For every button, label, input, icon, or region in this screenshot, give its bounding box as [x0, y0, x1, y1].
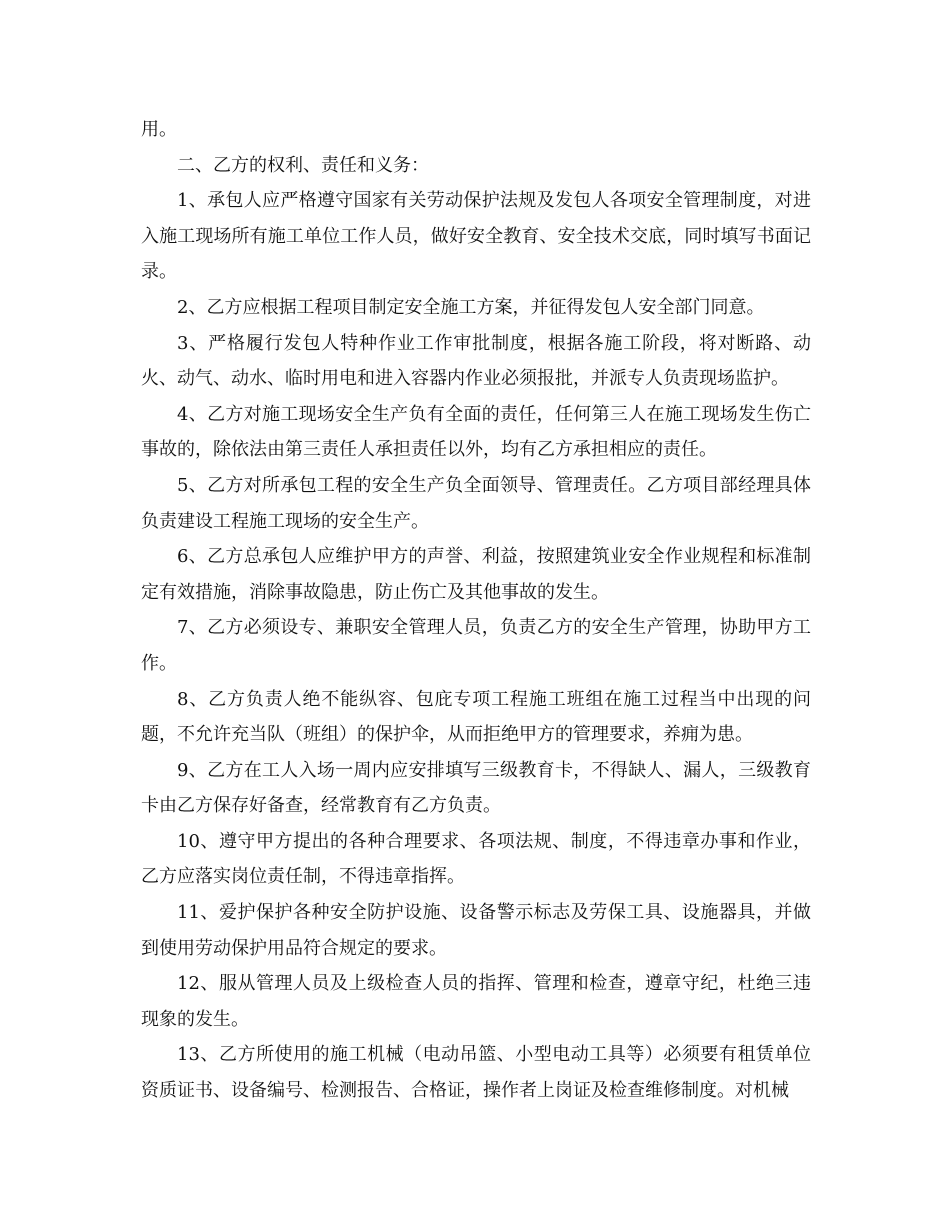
paragraph-continuation: 用。 — [141, 119, 177, 140]
clause-2: 2、乙方应根据工程项目制定安全施工方案，并征得发包人安全部门同意。 — [177, 296, 765, 318]
clause-3: 3、严格履行发包人特种作业工作审批制度，根据各施工阶段，将对断路、动火、动气、动水、临时用电和进入容器内作业必须报批，并派专人负责现场监护。 — [141, 332, 811, 390]
clause-5: 5、乙方对所承包工程的安全生产负全面领导、管理责任。乙方项目部经理具体负责建设工程施工现场的安全生产。 — [141, 474, 811, 532]
clause-12: 12、服从管理人员及上级检查人员的指挥、管理和检查，遵章守纪，杜绝三违现象的发生。 — [141, 973, 811, 1030]
clause-6: 6、乙方总承包人应维护甲方的声誉、利益，按照建筑业安全作业规程和标准制定有效措施，消除事故隐患，防止伤亡及其他事故的发生。 — [141, 546, 811, 603]
clause-1: 1、承包人应严格遵守国家有关劳动保护法规及发包人各项安全管理制度，对进入施工现场所有施工单位工作人员，做好安全教育、安全技术交底，同时填写书面记录。 — [141, 190, 811, 283]
section-heading: 二、乙方的权利、责任和义务： — [177, 154, 429, 176]
clause-7: 7、乙方必须设专、兼职安全管理人员，负责乙方的安全生产管理，协助甲方工作。 — [141, 617, 811, 674]
document-body — [141, 112, 811, 1109]
clause-9: 9、乙方在工人入场一周内应安排填写三级教育卡，不得缺人、漏人，三级教育卡由乙方保存好备查，经常教育有乙方负责。 — [141, 759, 811, 817]
clause-13: 13、乙方所使用的施工机械（电动吊篮、小型电动工具等）必须要有租赁单位资质证书、设备编号、检测报告、合格证，操作者上岗证及检查维修制度。对机械 — [141, 1044, 811, 1102]
clause-11: 11、爱护保护各种安全防护设施、设备警示标志及劳保工具、设施器具，并做到使用劳动保护用品符合规定的要求。 — [141, 902, 811, 959]
clause-4: 4、乙方对施工现场安全生产负有全面的责任，任何第三人在施工现场发生伤亡事故的，除依法由第三责任人承担责任以外，均有乙方承担相应的责任。 — [141, 403, 811, 461]
clause-8: 8、乙方负责人绝不能纵容、包庇专项工程施工班组在施工过程当中出现的问题，不允许充当队（班组）的保护伞，从而拒绝甲方的管理要求，养痈为患。 — [141, 688, 811, 746]
clause-10: 10、遵守甲方提出的各种合理要求、各项法规、制度，不得违章办事和作业，乙方应落实岗位责任制，不得违章指挥。 — [141, 830, 811, 888]
